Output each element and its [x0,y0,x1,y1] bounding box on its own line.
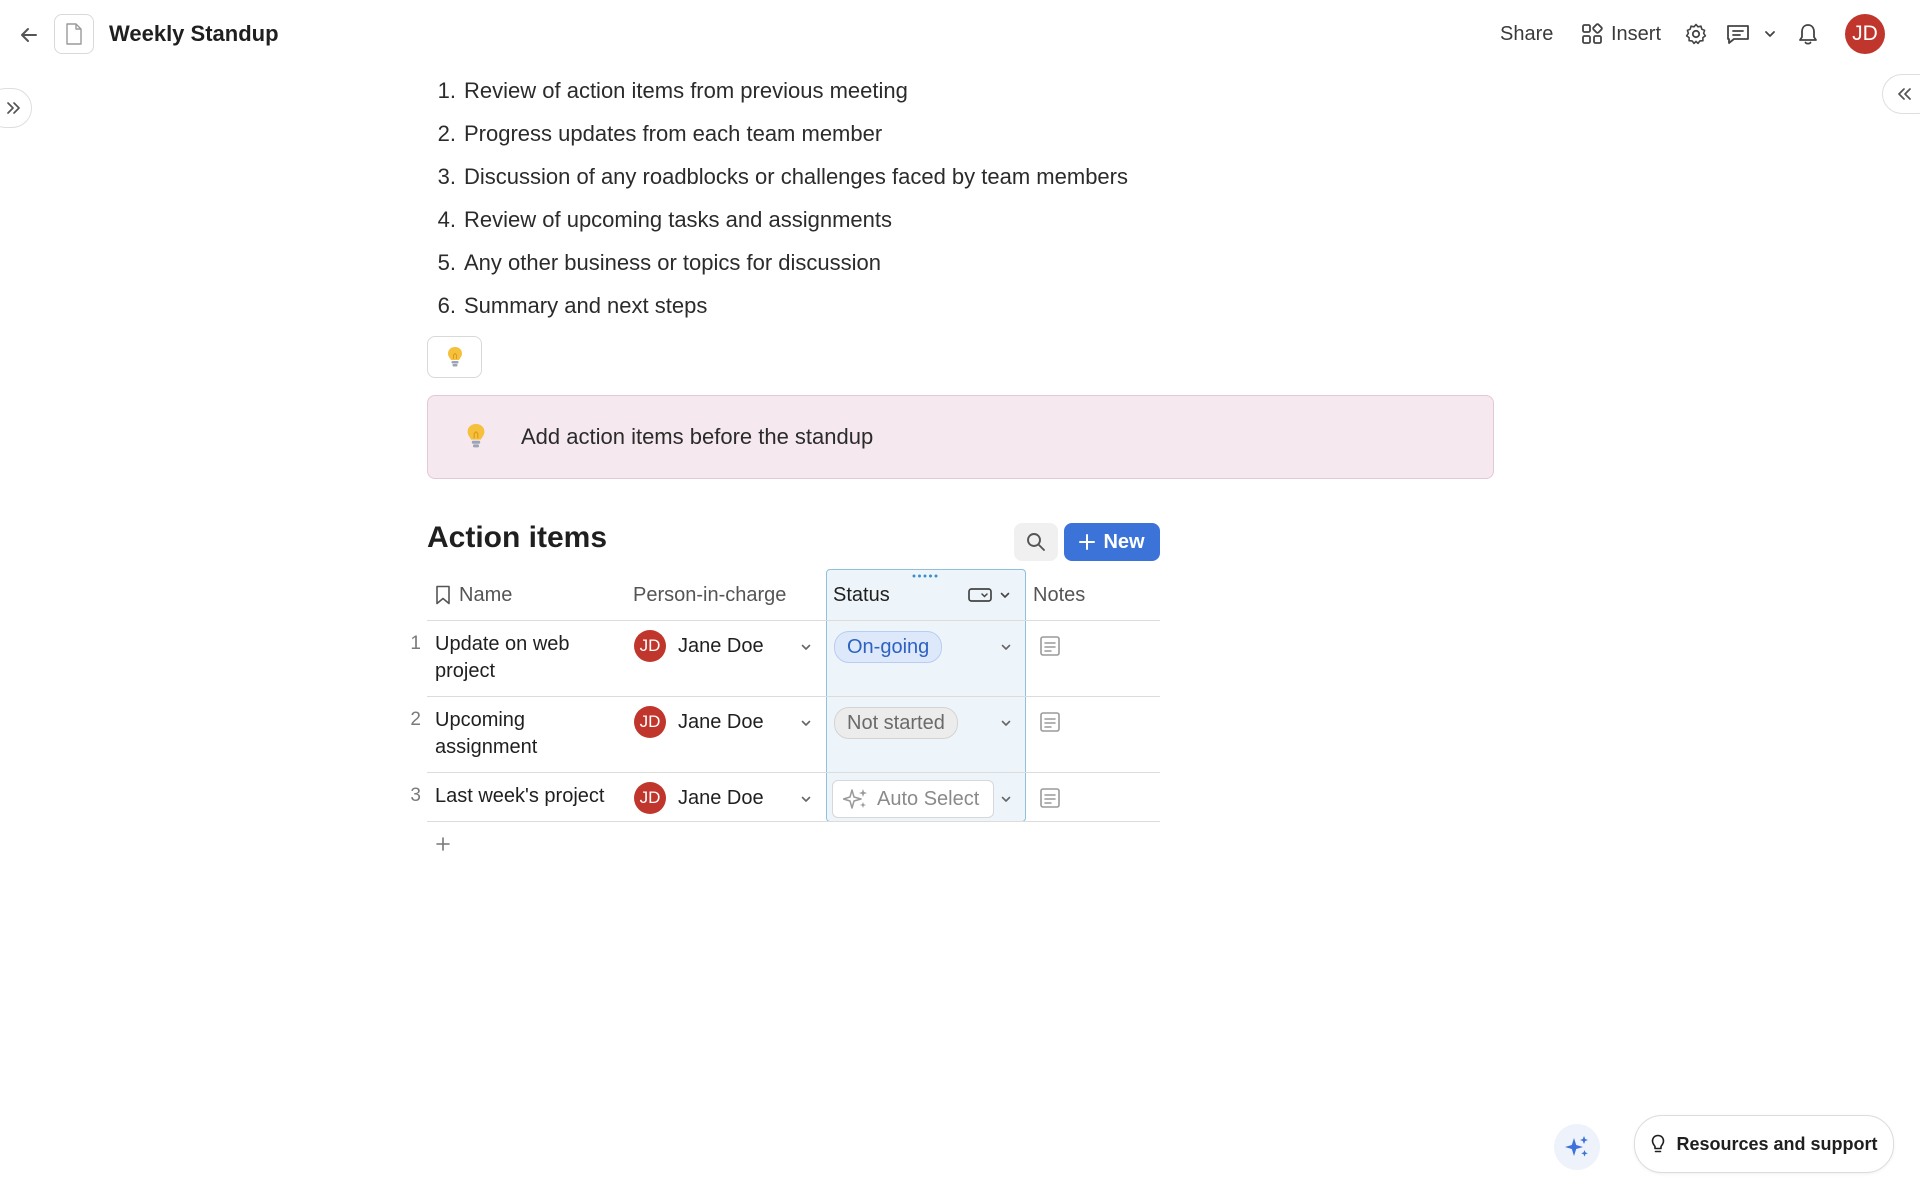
column-header-notes[interactable] [1033,569,1085,621]
double-chevron-left-icon [1895,85,1913,103]
row-divider [427,772,1160,773]
list-item[interactable] [420,288,1128,331]
avatar: JD [634,630,666,662]
user-avatar[interactable]: JD [1845,14,1885,54]
status-dropdown[interactable] [998,715,1014,731]
row-divider [427,696,1160,697]
sparkle-icon [843,787,869,811]
double-chevron-right-icon [5,99,23,117]
grid-icon [1581,23,1603,45]
callout-icon-button[interactable] [427,336,482,378]
back-button[interactable] [14,20,44,50]
person-name: Jane Doe [678,634,764,657]
sparkle-icon [1563,1133,1591,1161]
person-dropdown[interactable] [798,639,814,655]
list-text: Any other business or topics for discussion [464,250,881,275]
list-item[interactable] [420,202,1128,245]
new-label: New [1103,530,1145,553]
person-name: Jane Doe [678,710,764,733]
agenda-list [420,73,1128,331]
chevron-down-icon [800,717,812,729]
chevron-down-icon [800,793,812,805]
column-header-name[interactable] [435,569,512,621]
person-cell[interactable] [634,782,764,814]
status-header-dropdown[interactable] [997,587,1013,603]
chevron-down-icon [1000,717,1012,729]
row-number: 3 [410,785,421,806]
status-dropdown[interactable] [998,791,1014,807]
expand-right-panel-button[interactable] [1882,74,1920,114]
avatar: JD [634,706,666,738]
cell-name[interactable]: Last week's project [435,785,605,807]
list-text: Review of action items from previous meeting [464,78,908,103]
row-number: 1 [410,633,421,654]
gear-icon [1684,22,1708,46]
person-cell[interactable] [634,706,764,738]
insert-label: Insert [1611,22,1662,45]
comments-button[interactable] [1724,20,1752,48]
search-icon [1025,531,1047,553]
bookmark-icon [435,585,451,605]
list-item[interactable] [420,159,1128,202]
document-icon [65,23,83,45]
list-text: Discussion of any roadblocks or challenges faced by team members [464,164,1128,189]
person-dropdown[interactable] [798,791,814,807]
resources-label: Resources and support [1676,1133,1878,1154]
chevron-down-icon [800,641,812,653]
note-icon[interactable] [1039,635,1061,657]
list-number: 5. [437,250,456,275]
bell-icon [1797,22,1819,46]
column-label: Name [459,583,513,606]
list-number: 2. [437,121,456,146]
comment-icon [1725,22,1751,46]
status-type-button[interactable] [968,587,992,603]
lightbulb-icon [445,345,465,369]
table-title[interactable]: Action items [427,521,608,554]
row-number: 2 [410,709,421,730]
column-label: Notes [1033,583,1086,606]
list-text: Summary and next steps [464,293,708,318]
column-drag-handle[interactable] [912,574,938,578]
auto-select-label: Auto Select [877,787,980,810]
list-item[interactable] [420,116,1128,159]
chevron-down-icon [1000,793,1012,805]
callout-block[interactable] [427,395,1494,479]
person-cell[interactable] [634,630,764,662]
comments-dropdown[interactable] [1758,20,1782,48]
expand-sidebar-button[interactable] [0,88,32,128]
select-field-icon [968,587,992,603]
search-button[interactable] [1014,523,1058,561]
list-item[interactable] [420,245,1128,288]
list-text: Progress updates from each team member [464,121,883,146]
list-text: Review of upcoming tasks and assignments [464,207,892,232]
person-name: Jane Doe [678,786,764,809]
row-divider [427,821,1160,822]
cell-name[interactable]: Upcoming assignment [435,709,538,758]
arrow-left-icon [18,24,40,46]
top-bar [0,0,1920,68]
ai-assistant-button[interactable] [1554,1124,1600,1170]
page-title[interactable]: Weekly Standup [109,21,279,46]
notifications-button[interactable] [1794,20,1822,48]
status-badge[interactable]: On-going [834,631,942,663]
list-number: 1. [437,78,456,103]
auto-select-button[interactable] [832,780,994,818]
list-number: 6. [437,293,456,318]
note-icon[interactable] [1039,711,1061,733]
row-divider [427,620,1160,621]
insert-button[interactable] [1581,20,1661,48]
settings-button[interactable] [1682,20,1710,48]
new-row-button[interactable] [1064,523,1160,561]
column-label: Person-in-charge [633,583,787,606]
chevron-down-icon [1763,27,1777,41]
avatar: JD [634,782,666,814]
callout-text: Add action items before the standup [521,424,874,449]
lightbulb-icon [1650,1134,1666,1154]
resources-support-button[interactable] [1634,1115,1894,1173]
page-icon-button[interactable] [54,14,94,54]
add-row-button[interactable] [433,834,453,854]
list-item[interactable] [420,73,1128,116]
status-badge[interactable]: Not started [834,707,958,739]
column-header-person[interactable] [633,569,786,621]
list-number: 3. [437,164,456,189]
chevron-down-icon [1000,641,1012,653]
status-dropdown[interactable] [998,639,1014,655]
plus-icon [1079,534,1095,550]
chevron-down-icon [999,589,1011,601]
share-button[interactable]: Share [1500,23,1554,45]
note-icon[interactable] [1039,787,1061,809]
lightbulb-icon [464,421,488,451]
person-dropdown[interactable] [798,715,814,731]
list-number: 4. [437,207,456,232]
column-label: Status [833,583,890,606]
cell-name[interactable]: Update on web project [435,633,570,682]
column-header-status[interactable] [833,569,890,621]
